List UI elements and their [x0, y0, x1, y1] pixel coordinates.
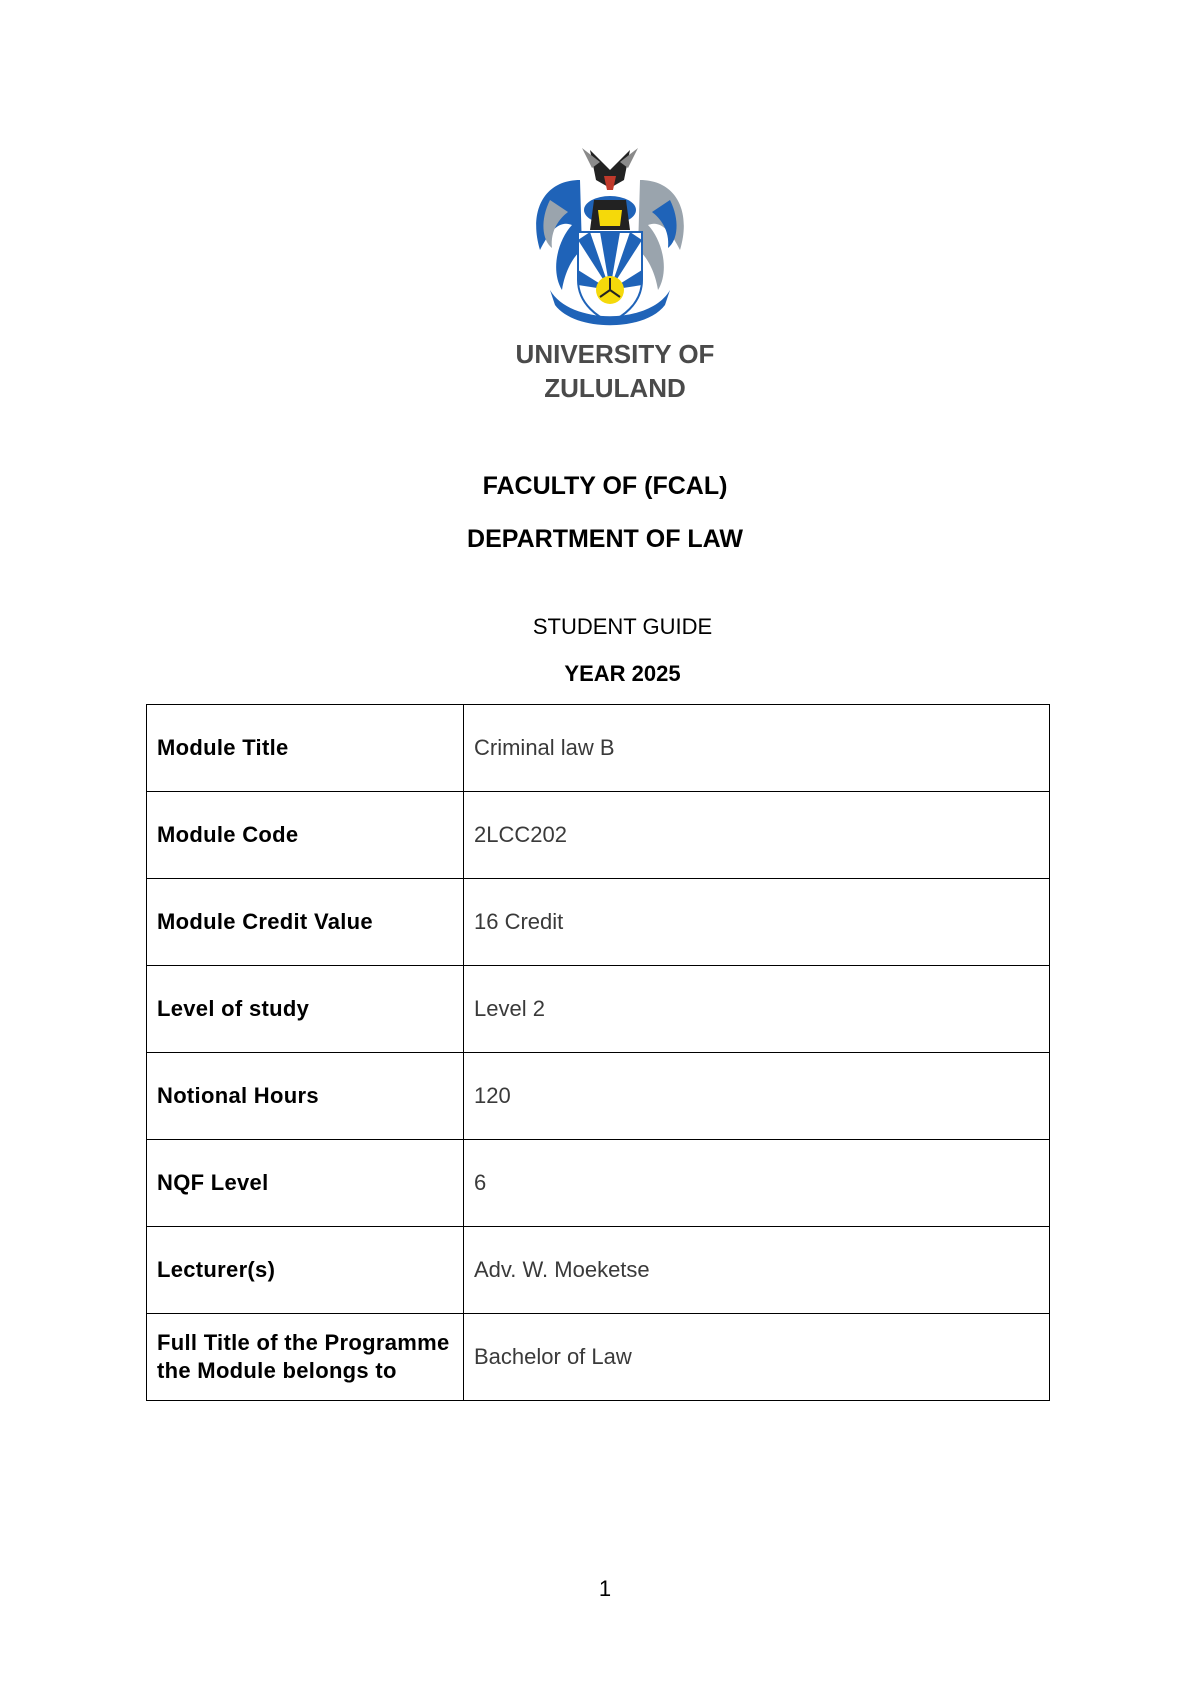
row-label: Lecturer(s)	[147, 1227, 464, 1314]
row-value: Adv. W. Moeketse	[464, 1227, 1050, 1314]
row-value: 16 Credit	[464, 879, 1050, 966]
row-label: Module Credit Value	[147, 879, 464, 966]
table-row	[147, 1314, 1050, 1401]
table-row	[147, 1227, 1050, 1314]
department-heading: DEPARTMENT OF LAW	[467, 525, 743, 553]
university-crest-logo	[520, 140, 700, 340]
guide-title: STUDENT GUIDE	[532, 614, 713, 639]
university-name	[450, 337, 780, 405]
row-value: Bachelor of Law	[464, 1314, 1050, 1401]
table-row	[147, 1053, 1050, 1140]
faculty-heading: FACULTY OF (FCAL)	[482, 472, 728, 500]
table-row	[147, 966, 1050, 1053]
module-info-table	[146, 704, 1050, 1401]
row-value: 2LCC202	[464, 792, 1050, 879]
university-name-line2: ZULULAND	[544, 373, 686, 403]
row-value: 120	[464, 1053, 1050, 1140]
table-row	[147, 879, 1050, 966]
table-row	[147, 792, 1050, 879]
guide-year: YEAR 2025	[564, 661, 681, 686]
row-label: Level of study	[147, 966, 464, 1053]
table-row	[147, 705, 1050, 792]
table-row	[147, 1140, 1050, 1227]
row-value: 6	[464, 1140, 1050, 1227]
university-name-line1: UNIVERSITY OF	[515, 339, 715, 369]
row-value: Criminal law B	[464, 705, 1050, 792]
row-label: Module Code	[147, 792, 464, 879]
row-label: Notional Hours	[147, 1053, 464, 1140]
row-label: Full Title of the Programme the Module belongs to	[147, 1314, 464, 1401]
row-label: Module Title	[147, 705, 464, 792]
row-value: Level 2	[464, 966, 1050, 1053]
row-label: NQF Level	[147, 1140, 464, 1227]
page-number: 1	[598, 1576, 612, 1601]
